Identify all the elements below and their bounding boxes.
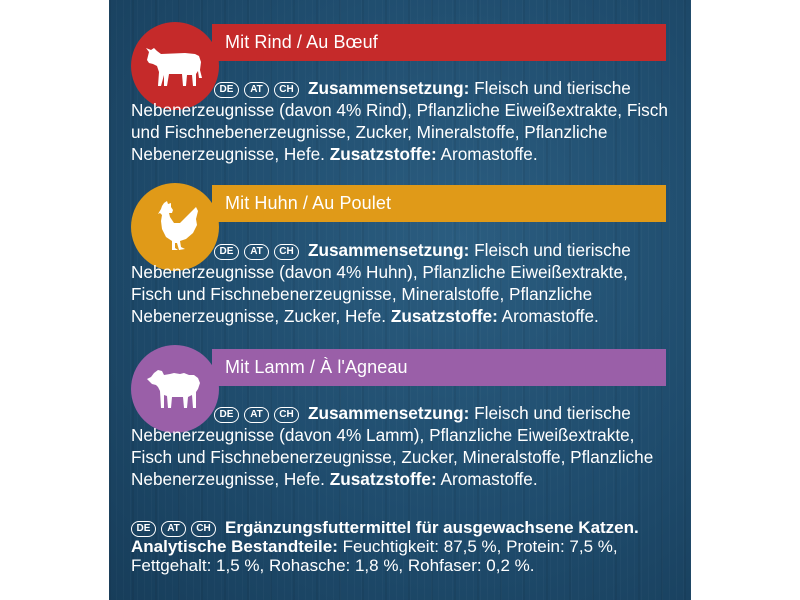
footer-headline: Ergänzungsfuttermittel für ausgewachsene Katzen. — [225, 518, 639, 537]
country-ch-badge: CH — [274, 244, 299, 260]
composition-lamb — [131, 402, 671, 490]
composition-label: Zusammensetzung: — [308, 240, 470, 260]
country-ch-badge: CH — [274, 407, 299, 423]
analysis-label: Analytische Bestandteile: — [131, 537, 338, 556]
country-badges — [131, 518, 221, 537]
country-de-badge: DE — [214, 407, 239, 423]
country-at-badge: AT — [244, 244, 269, 260]
additives-label: Zusatzstoffe: — [390, 306, 498, 326]
additives-text: Aromastoffe. — [497, 306, 599, 326]
section-title: Mit Rind / Au Bœuf — [225, 32, 378, 52]
composition-text: Fleisch und tierische Nebenerzeugnisse (davon 4% Rind), Pflanzliche Eiweißextrakte, Fisch und Fischnebenerzeugnisse, Zucker, Mineralstoffe, Pflanzliche Nebenerzeugnisse, Hefe. — [131, 78, 668, 164]
country-ch-badge: CH — [191, 521, 216, 537]
country-at-badge: AT — [244, 407, 269, 423]
composition-text: Fleisch und tierische Nebenerzeugnisse (davon 4% Lamm), Pflanzliche Eiweißextrakte, Fisch und Fischnebenerzeugnisse, Zucker, Mineralstoffe, Pflanzliche Nebenerzeugnisse, Hefe. — [131, 403, 654, 489]
country-de-badge: DE — [214, 82, 239, 98]
banner-chicken — [212, 185, 666, 222]
country-ch-badge: CH — [274, 82, 299, 98]
country-at-badge: AT — [161, 521, 186, 537]
composition-text: Fleisch und tierische Nebenerzeugnisse (davon 4% Huhn), Pflanzliche Eiweißextrakte, Fisch und Fischnebenerzeugnisse, Mineralstoffe, Pflanzliche Nebenerzeugnisse, Zucker, Hefe. — [131, 240, 631, 326]
country-badges — [214, 402, 304, 424]
composition-chicken — [131, 239, 671, 327]
country-badges — [214, 77, 304, 99]
country-at-badge: AT — [244, 82, 269, 98]
composition-label: Zusammensetzung: — [308, 78, 470, 98]
additives-text: Aromastoffe. — [436, 469, 538, 489]
banner-lamb — [212, 349, 666, 386]
composition-beef — [131, 77, 671, 165]
additives-label: Zusatzstoffe: — [329, 144, 437, 164]
section-title: Mit Huhn / Au Poulet — [225, 193, 392, 213]
footer-analysis — [131, 518, 671, 575]
section-title: Mit Lamm / À l'Agneau — [225, 357, 408, 377]
additives-label: Zusatzstoffe: — [329, 469, 437, 489]
country-badges — [214, 239, 304, 261]
country-de-badge: DE — [131, 521, 156, 537]
composition-label: Zusammensetzung: — [308, 403, 470, 423]
banner-beef — [212, 24, 666, 61]
product-info-panel — [109, 0, 691, 600]
additives-text: Aromastoffe. — [436, 144, 538, 164]
country-de-badge: DE — [214, 244, 239, 260]
analysis-text: Feuchtigkeit: 87,5 %, Protein: 7,5 %, Fettgehalt: 1,5 %, Rohasche: 1,8 %, Rohfaser: 0,2 %. — [131, 537, 618, 575]
